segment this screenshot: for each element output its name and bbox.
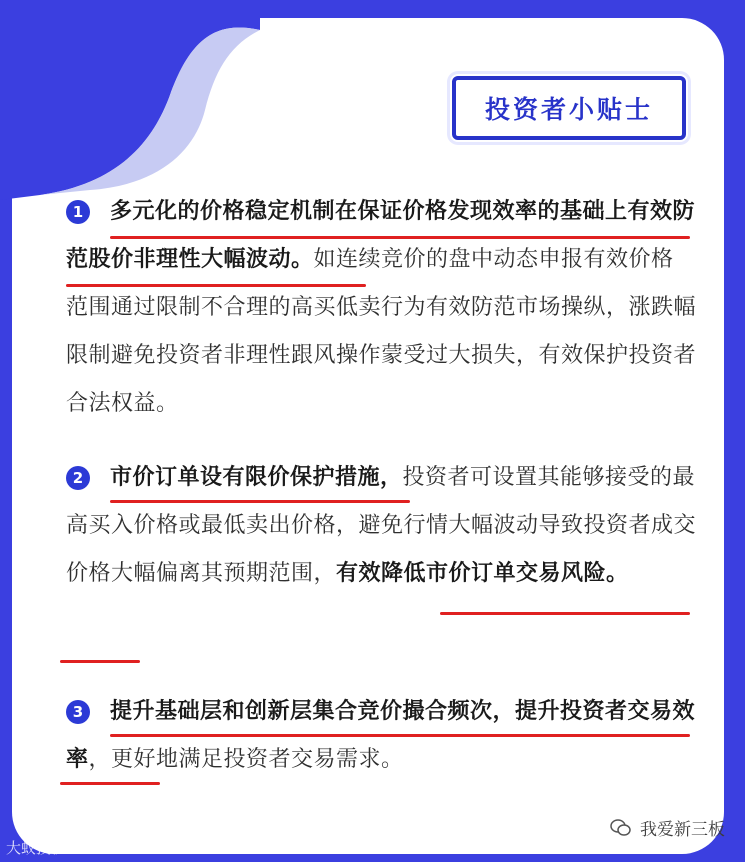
underline [60,660,140,663]
page-curl-decoration [0,0,260,200]
item-1-highlight: 多元化的价格稳定机制在保证价格发现效率的基础上有效防范股价非理性大幅波动。 [66,199,696,272]
number-badge-1: 1 [66,200,90,224]
watermark-right [610,815,725,840]
item-2-highlight-2: 有效降低市价订单交易风险。 [336,561,629,586]
item-3-text: ，更好地满足投资者交易需求。 [88,747,404,772]
underline [110,500,410,503]
list-item-2 [66,454,696,598]
watermark-left: 大蚁投视 [6,839,67,857]
number-badge-2: 2 [66,466,90,490]
page-title [452,76,686,140]
item-3-highlight: 提升基础层和创新层集合竞价撮合频次，提升投资者交易效率 [66,699,696,772]
underline [110,734,690,737]
item-2-text: 投资者可设置其能够接受的最高买入价格或最低卖出价格，避免行情大幅波动导致投资者成交价格大幅偏离其预期范围， [66,465,697,586]
number-badge-3: 3 [66,700,90,724]
underline [110,236,690,239]
list-item-1 [66,188,696,428]
underline [66,284,366,287]
item-1-text: 如连续竞价的盘中动态申报有效价格范围通过限制不合理的高买低卖行为有效防范市场操纵，涨跌幅限制避免投资者非理性跟风操作蒙受过大损失，有效保护投资者合法权益。 [66,247,697,416]
wechat-icon [610,819,632,837]
page-title-text: 投资者小贴士 [484,95,653,124]
watermark-right-text: 我爱新三板 [640,820,725,840]
underline [440,612,690,615]
item-2-highlight: 市价订单设有限价保护措施， [110,465,403,490]
underline [60,782,160,785]
